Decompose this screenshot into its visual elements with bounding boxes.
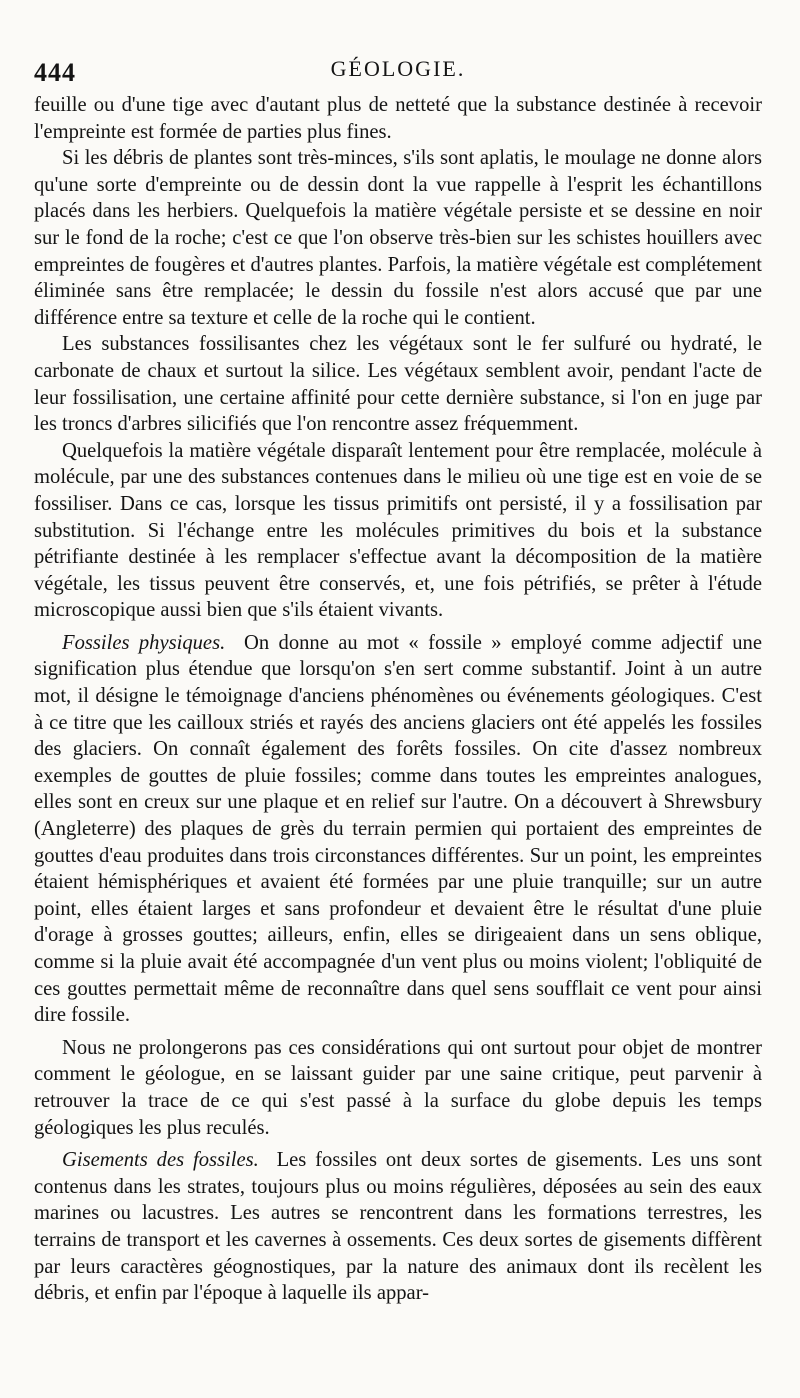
paragraph [34, 92, 762, 145]
running-title: GÉOLOGIE. [330, 56, 466, 81]
paragraph-text: Quelquefois la matière végétale disparaît lentement pour être remplacée, molécule à molécule, par une des substances contenues dans le milieu où une tige est en voie de se fossiliser. Dans ce cas, lorsque les tissus primitifs ont persisté, il y a fossilisation par substitution. Si l'échange entre les molécules primitives du bois et la substance pétrifiante destinée à les remplacer s'effectue avant la décomposition de la matière végétale, les tissus peuvent être conservés, et, une fois pétrifiés, se prêter à l'étude microscopique aussi bien que s'ils étaient vivants. [34, 439, 762, 622]
running-head [34, 52, 762, 92]
paragraph [34, 145, 762, 331]
paragraph [34, 438, 762, 624]
paragraph-text: Si les débris de plantes sont très-minces, s'ils sont aplatis, le moulage ne donne alors qu'une sorte d'empreinte ou de dessin dont la vue rappelle à l'esprit les échantillons placés dans les herbiers. Quelquefois la matière végétale persiste et se dessine en noir sur le fond de la roche; c'est ce que l'on observe très-bien sur les schistes houillers avec empreintes de fougères et d'autres plantes. Parfois, la matière végétale est complétement éliminée sans être remplacée; le dessin du fossile n'est alors accusé que par une différence entre sa texture et celle de la roche qui le contient. [34, 147, 762, 329]
paragraph-fossiles-physiques [34, 630, 762, 1029]
paragraph [34, 1035, 762, 1141]
paragraph-text: Les substances fossilisantes chez les végétaux sont le fer sulfuré ou hydraté, le carbonate de chaux et surtout la silice. Les végétaux semblent avoir, pendant l'acte de leur fossilisation, une certaine affinité pour cette dernière substance, si l'on en juge par les troncs d'arbres silicifiés que l'on rencontre assez fréquemment. [34, 333, 762, 436]
body-text [34, 92, 762, 1307]
paragraph-text: Les fossiles ont deux sortes de gisements. Les uns sont contenus dans les strates, toujours plus ou moins régulières, déposées au sein des eaux marines ou lacustres. Les autres se rencontrent dans les formations terrestres, les terrains de transport et les cavernes à ossements. Ces deux sortes de gisements diffèrent par leurs caractères géognostiques, par la nature des animaux dont ils recèlent les débris, et enfin par l'époque à laquelle ils appar- [34, 1149, 762, 1305]
paragraph-gisements-des-fossiles [34, 1147, 762, 1307]
page-number: 444 [34, 58, 76, 87]
section-heading-fossiles-physiques: Fossiles physiques. [62, 631, 226, 654]
section-heading-gisements: Gisements des fossiles. [62, 1149, 259, 1172]
paragraph-text: Nous ne prolongerons pas ces considérations qui ont surtout pour objet de montrer comment le géologue, en se laissant guider par une saine critique, peut parvenir à retrouver la trace de ce qui s'est passé à la surface du globe depuis les temps géologiques les plus reculés. [34, 1036, 762, 1139]
paragraph [34, 331, 762, 437]
paragraph-text: feuille ou d'une tige avec d'autant plus de netteté que la substance destinée à recevoir l'empreinte est formée de parties plus fines. [34, 94, 762, 143]
paragraph-text: On donne au mot « fossile » employé comme adjectif une signification plus étendue que lorsqu'on s'en sert comme substantif. Joint à un autre mot, il désigne le témoignage d'anciens phénomènes ou événements géologiques. C'est à ce titre que les cailloux striés et rayés des anciens glaciers ont été appelés les fossiles des glaciers. On connaît également des forêts fossiles. On cite d'assez nombreux exemples de gouttes de pluie fossiles; comme dans toutes les empreintes analogues, elles sont en creux sur une plaque et en relief sur l'autre. On a découvert à Shrewsbury (Angleterre) des plaques de grès du terrain permien qui portaient des empreintes de gouttes d'eau produites dans trois circonstances différentes. Sur un point, les empreintes étaient hémisphériques et avaient été formées par une pluie tranquille; sur un autre point, elles étaient larges et sans profondeur et devaient être le résultat d'une pluie d'orage à grosses gouttes; ailleurs, enfin, elles se dirigeaient dans un sens oblique, comme si la pluie avait été accompagnée d'un vent plus ou moins violent; l'obliquité de ces gouttes permettait même de reconnaître dans quel sens soufflait ce vent pour ainsi dire fossile. [34, 631, 762, 1027]
